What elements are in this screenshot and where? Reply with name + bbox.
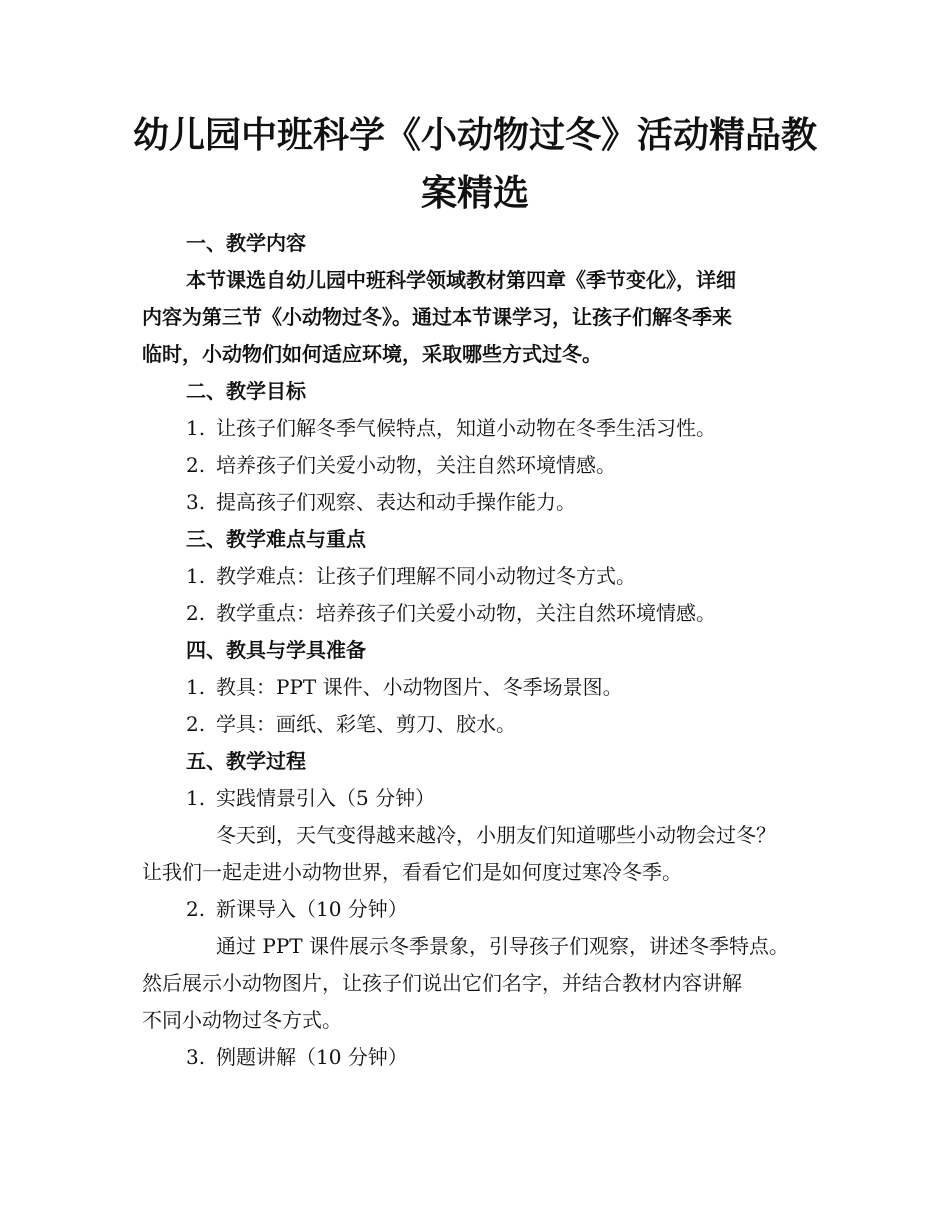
- list-item-text: 教学重点：培养孩子们关爱小动物，关注自然环境情感。: [216, 601, 716, 625]
- list-item: [186, 415, 716, 441]
- list-item-number: 3.: [186, 1045, 206, 1069]
- list-item-number: 1.: [186, 564, 206, 588]
- document-title-line-1: 幼儿园中班科学《小动物过冬》活动精品教: [132, 115, 817, 156]
- list-item-text: 培养孩子们关爱小动物，关注自然环境情感。: [216, 453, 616, 477]
- list-item-number: 2.: [186, 453, 206, 477]
- paragraph-line: 让我们一起走进小动物世界，看看它们是如何度过寒冷冬季。: [142, 860, 682, 884]
- section-heading-difficulties: 三、教学难点与重点: [186, 527, 366, 551]
- list-item: [186, 489, 576, 515]
- list-item-text: 提高孩子们观察、表达和动手操作能力。: [216, 490, 576, 514]
- paragraph-line: 临时，小动物们如何适应环境，采取哪些方式过冬。: [142, 342, 602, 366]
- list-item-number: 2.: [186, 601, 206, 625]
- list-item-number: 1.: [186, 675, 206, 699]
- paragraph-line: 不同小动物过冬方式。: [142, 1008, 342, 1032]
- list-item-text: 例题讲解（10 分钟）: [216, 1045, 408, 1069]
- list-item-text: 新课导入（10 分钟）: [216, 897, 408, 921]
- section-heading-content: 一、教学内容: [186, 231, 306, 255]
- section-heading-materials: 四、教具与学具准备: [186, 638, 366, 662]
- paragraph-line: 冬天到，天气变得越来越冷，小朋友们知道哪些小动物会过冬？: [216, 823, 776, 847]
- paragraph-line: 通过 PPT 课件展示冬季景象，引导孩子们观察，讲述冬季特点。: [216, 934, 789, 958]
- list-item-text: 教学难点：让孩子们理解不同小动物过冬方式。: [216, 564, 636, 588]
- list-item-number: 2.: [186, 897, 206, 921]
- section-heading-objectives: 二、教学目标: [186, 379, 306, 403]
- list-item-text: 实践情景引入（5 分钟）: [216, 786, 436, 810]
- paragraph-line: 然后展示小动物图片，让孩子们说出它们名字，并结合教材内容讲解: [142, 971, 742, 995]
- list-item-text: 学具：画纸、彩笔、剪刀、胶水。: [216, 712, 516, 736]
- list-item-number: 2.: [186, 712, 206, 736]
- list-item: [186, 711, 516, 737]
- list-item-text: 教具：PPT 课件、小动物图片、冬季场景图。: [216, 675, 623, 699]
- list-item-text: 让孩子们解冬季气候特点，知道小动物在冬季生活习性。: [216, 416, 716, 440]
- list-item: [186, 1044, 408, 1070]
- list-item: [186, 674, 623, 700]
- list-item: [186, 896, 408, 922]
- paragraph-line: 内容为第三节《小动物过冬》。通过本节课学习，让孩子们解冬季来: [142, 305, 732, 329]
- list-item-number: 3.: [186, 490, 206, 514]
- list-item-number: 1.: [186, 416, 206, 440]
- list-item: [186, 452, 616, 478]
- list-item: [186, 563, 636, 589]
- paragraph-line: 本节课选自幼儿园中班科学领域教材第四章《季节变化》，详细: [186, 268, 736, 292]
- section-heading-process: 五、教学过程: [186, 749, 306, 773]
- list-item: [186, 785, 435, 811]
- list-item-number: 1.: [186, 786, 206, 810]
- list-item: [186, 600, 716, 626]
- document-title-line-2: 案精选: [420, 173, 529, 214]
